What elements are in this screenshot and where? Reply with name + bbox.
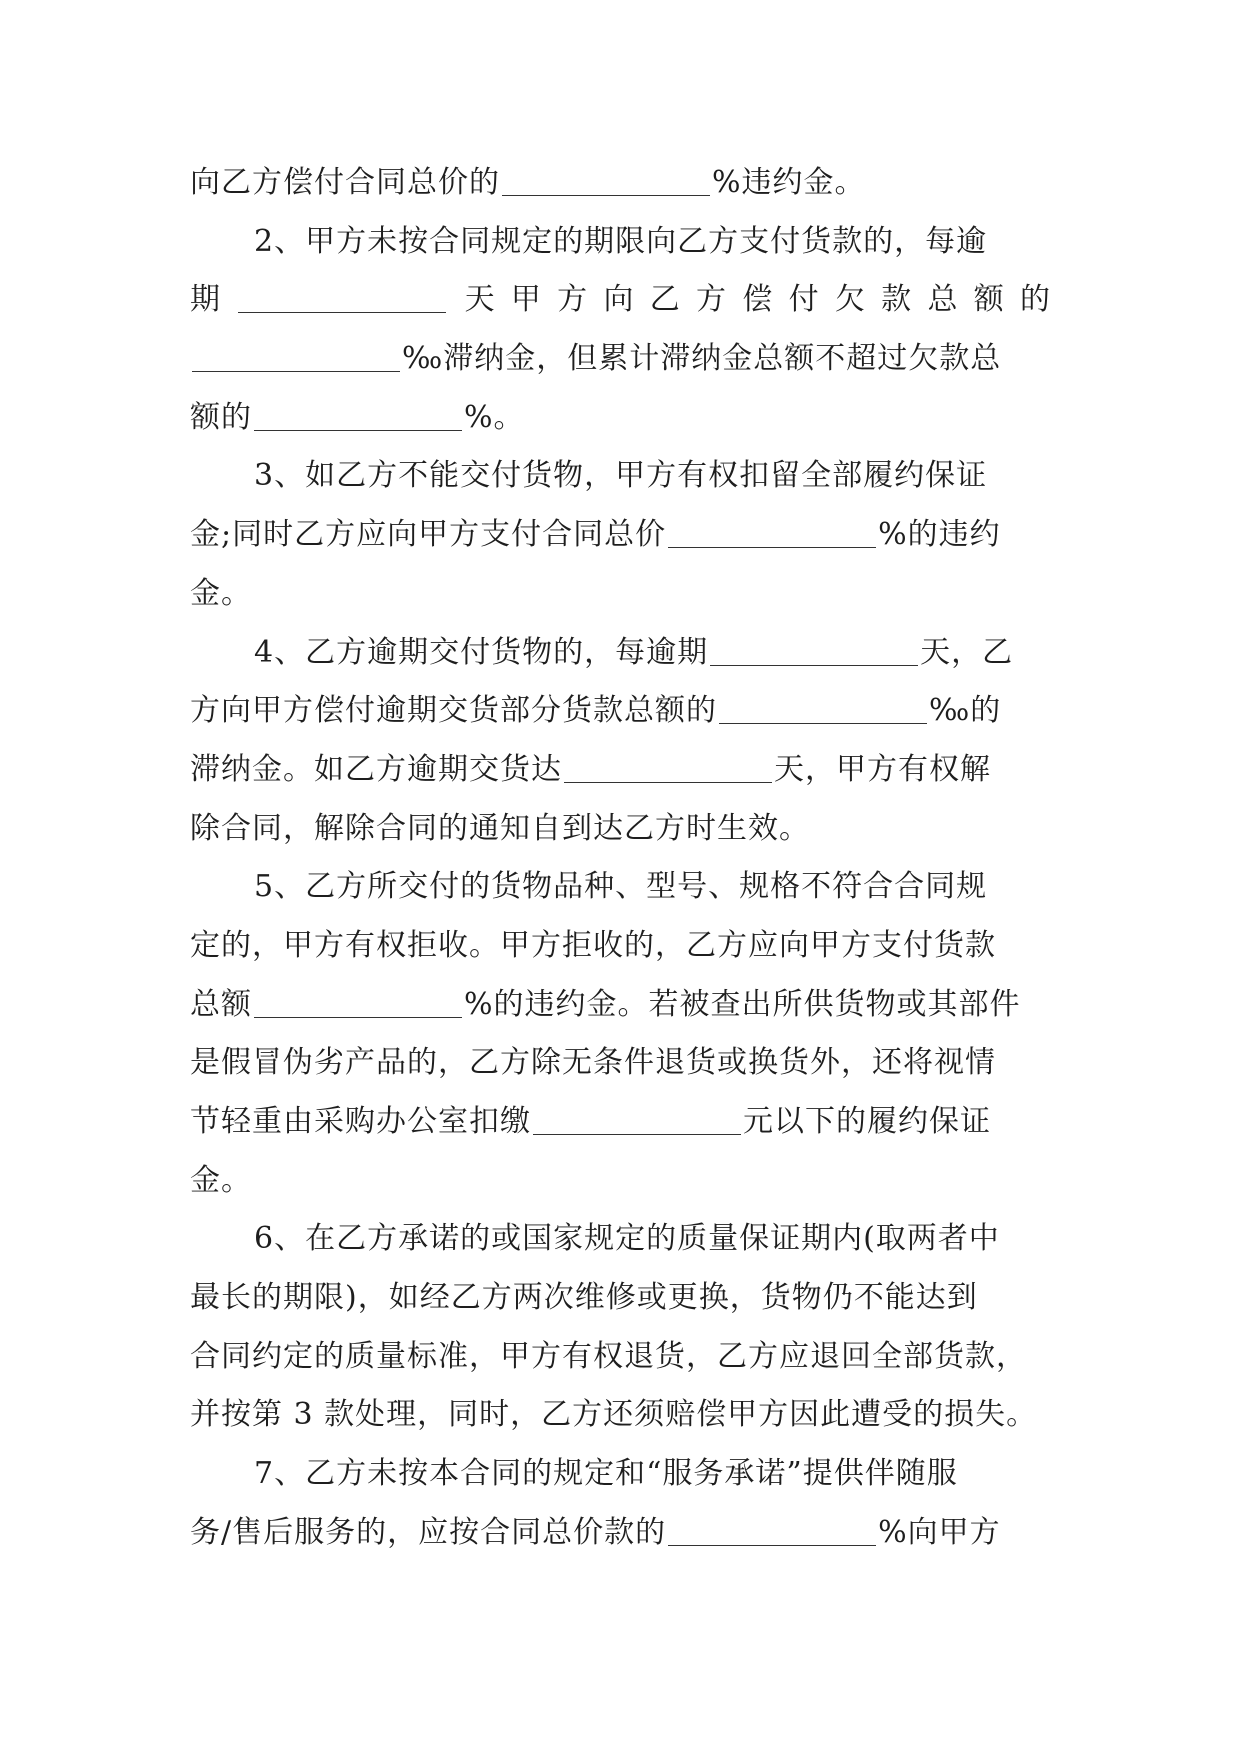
line-text: %的违约 bbox=[878, 517, 1001, 553]
line-text: 是假冒伪劣产品的，乙方除无条件退货或换货外，还将视情 bbox=[190, 1045, 996, 1081]
line-text: 除合同，解除合同的通知自到达乙方时生效。 bbox=[190, 810, 810, 846]
document-line bbox=[190, 976, 1050, 1035]
fill-in-blank[interactable] bbox=[710, 635, 918, 666]
line-text: 3、如乙方不能交付货物，甲方有权扣留全部履约保证 bbox=[254, 458, 988, 494]
line-text: 额的 bbox=[190, 399, 252, 435]
fill-in-blank[interactable] bbox=[192, 341, 400, 372]
line-text: 金。 bbox=[190, 1162, 252, 1198]
document-line bbox=[190, 624, 1050, 683]
line-text: 定的，甲方有权拒收。甲方拒收的，乙方应向甲方支付货款 bbox=[190, 927, 996, 963]
line-text: %。 bbox=[464, 399, 525, 435]
document-line bbox=[190, 213, 1050, 272]
document-line bbox=[190, 1386, 1050, 1445]
document-line bbox=[190, 1269, 1050, 1328]
line-text: 期 bbox=[190, 282, 237, 318]
document-line bbox=[190, 389, 1050, 448]
line-text: 元以下的履约保证 bbox=[743, 1104, 991, 1139]
document-body bbox=[190, 154, 1050, 1563]
line-text: 7、乙方未按本合同的规定和“服务承诺”提供伴随服 bbox=[254, 1456, 958, 1492]
line-text: %的违约金。若被查出所供货物或其部件 bbox=[464, 986, 1021, 1022]
document-line bbox=[190, 1152, 1050, 1211]
document-page bbox=[190, 154, 1050, 1563]
fill-in-blank[interactable] bbox=[238, 282, 446, 313]
line-text: 天，甲方有权解 bbox=[774, 751, 991, 787]
line-text: 节轻重由采购办公室扣缴 bbox=[190, 1104, 531, 1139]
document-line bbox=[190, 1445, 1050, 1504]
document-line bbox=[190, 330, 1050, 389]
line-text: 并按第 3 款处理，同时，乙方还须赔偿甲方因此遭受的损失。 bbox=[190, 1397, 1038, 1433]
line-text: 滞纳金。如乙方逾期交货达 bbox=[190, 751, 562, 787]
line-text: 6、在乙方承诺的或国家规定的质量保证期内(取两者中 bbox=[254, 1221, 1000, 1257]
line-text: 4、乙方逾期交付货物的，每逾期 bbox=[254, 634, 709, 670]
fill-in-blank[interactable] bbox=[668, 517, 876, 548]
document-line bbox=[190, 917, 1050, 976]
line-text: 天甲方向乙方偿付欠款总额的 bbox=[448, 282, 1051, 318]
fill-in-blank[interactable] bbox=[719, 693, 927, 724]
line-text: 2、甲方未按合同规定的期限向乙方支付货款的，每逾 bbox=[254, 223, 988, 259]
document-line bbox=[190, 565, 1050, 624]
line-text: ‰的 bbox=[929, 693, 1002, 729]
document-line bbox=[190, 682, 1050, 741]
line-text: 合同约定的质量标准，甲方有权退货，乙方应退回全部货款， bbox=[190, 1338, 1027, 1374]
line-text: 最长的期限)，如经乙方两次维修或更换，货物仍不能达到 bbox=[190, 1280, 978, 1316]
document-line bbox=[190, 271, 1050, 330]
line-text: 向乙方偿付合同总价的 bbox=[190, 165, 500, 200]
fill-in-blank[interactable] bbox=[254, 987, 462, 1018]
line-text: 总额 bbox=[190, 986, 252, 1022]
fill-in-blank[interactable] bbox=[254, 400, 462, 431]
document-line bbox=[190, 447, 1050, 506]
document-line bbox=[190, 1504, 1050, 1563]
document-line bbox=[190, 506, 1050, 565]
document-line bbox=[190, 858, 1050, 917]
fill-in-blank[interactable] bbox=[564, 752, 772, 783]
document-line bbox=[190, 1328, 1050, 1387]
document-line bbox=[190, 154, 1050, 213]
line-text: 5、乙方所交付的货物品种、型号、规格不符合合同规 bbox=[254, 869, 988, 905]
document-line bbox=[190, 1093, 1050, 1152]
line-text: 金;同时乙方应向甲方支付合同总价 bbox=[190, 517, 667, 553]
fill-in-blank[interactable] bbox=[533, 1104, 741, 1135]
line-text: %违约金。 bbox=[712, 165, 866, 200]
document-line bbox=[190, 800, 1050, 859]
line-text: 天，乙 bbox=[920, 634, 1014, 670]
line-text: ‰滞纳金，但累计滞纳金总额不超过欠款总 bbox=[402, 341, 1002, 377]
line-text: %向甲方 bbox=[878, 1514, 1001, 1550]
line-text: 金。 bbox=[190, 575, 252, 611]
fill-in-blank[interactable] bbox=[502, 165, 710, 196]
line-text: 务/售后服务的，应按合同总价款的 bbox=[190, 1514, 667, 1550]
document-line bbox=[190, 1210, 1050, 1269]
document-line bbox=[190, 741, 1050, 800]
line-text: 方向甲方偿付逾期交货部分货款总额的 bbox=[190, 693, 717, 729]
fill-in-blank[interactable] bbox=[668, 1515, 876, 1546]
document-line bbox=[190, 1034, 1050, 1093]
